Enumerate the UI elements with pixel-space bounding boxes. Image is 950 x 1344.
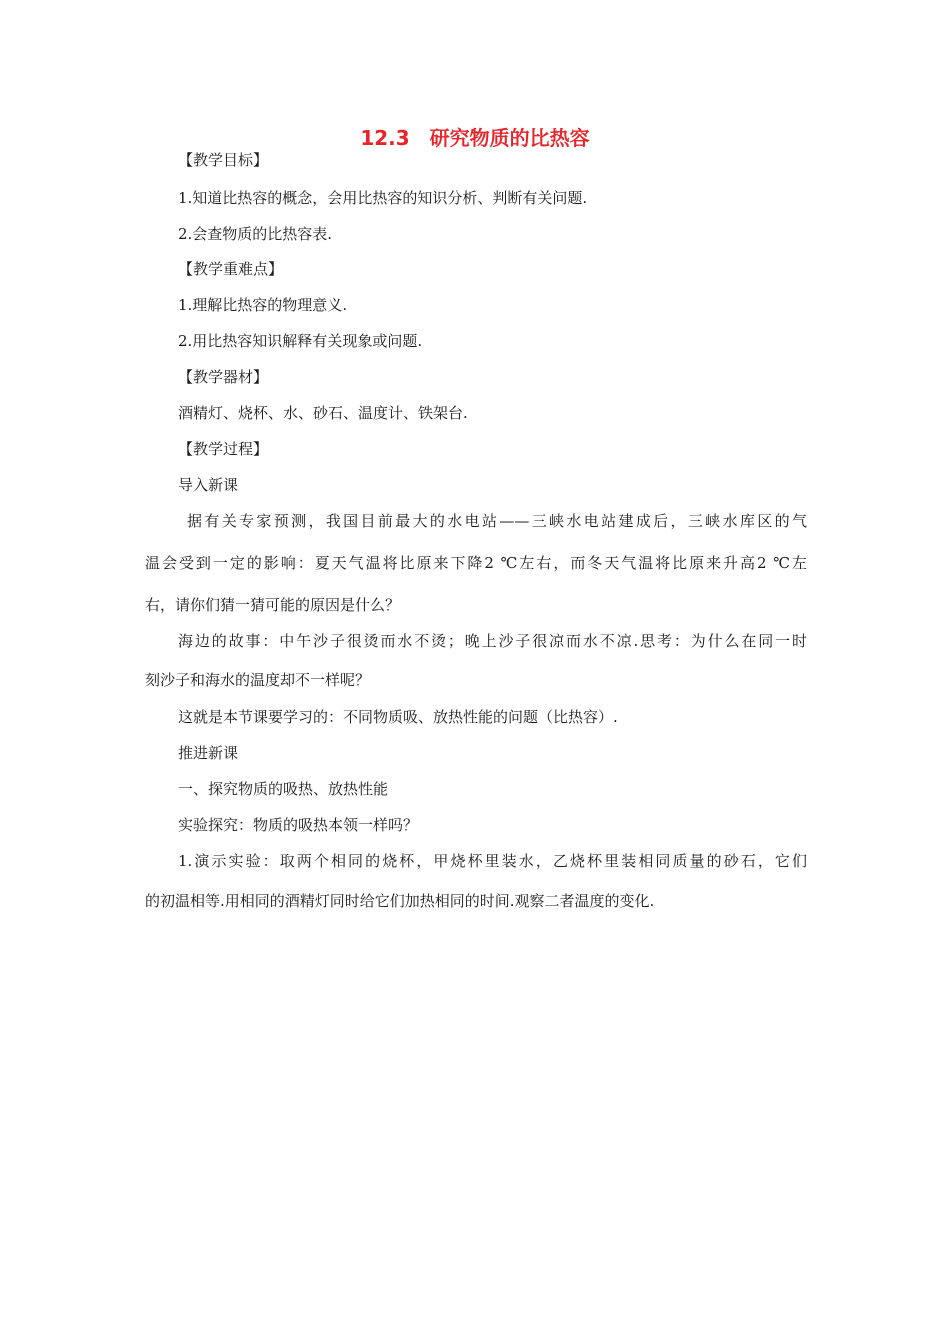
process-heading: 【教学过程】 bbox=[178, 440, 269, 458]
difficulty-2: 2.用比热容知识解释有关现象或问题. bbox=[178, 332, 423, 350]
para1-line2: 温会受到一定的影响：夏天气温将比原来下降2 ℃左右，而冬天气温将比原来升高2 ℃左 bbox=[145, 554, 807, 572]
demo-line2: 的初温相等.用相同的酒精灯同时给它们加热相同的时间.观察二者温度的变化. bbox=[145, 892, 655, 910]
objective-2: 2.会查物质的比热容表. bbox=[178, 225, 333, 243]
para3: 这就是本节课要学习的：不同物质吸、放热性能的问题（比热容）. bbox=[178, 708, 618, 726]
equipment-list: 酒精灯、烧杯、水、砂石、温度计、铁架台. bbox=[178, 404, 468, 422]
para2-line2: 刻沙子和海水的温度却不一样呢？ bbox=[145, 671, 371, 689]
advance-heading: 推进新课 bbox=[178, 744, 239, 762]
intro-heading: 导入新课 bbox=[178, 476, 239, 494]
difficulty-1: 1.理解比热容的物理意义. bbox=[178, 296, 348, 314]
para1-line1: 据有关专家预测，我国目前最大的水电站——三峡水电站建成后，三峡水库区的气 bbox=[187, 512, 807, 530]
para2-line1: 海边的故事：中午沙子很烫而水不烫；晚上沙子很凉而水不凉.思考：为什么在同一时 bbox=[178, 632, 807, 650]
page-title: 12.3 研究物质的比热容 bbox=[360, 126, 590, 150]
objectives-heading: 【教学目标】 bbox=[178, 151, 269, 169]
objective-1: 1.知道比热容的概念，会用比热容的知识分析、判断有关问题. bbox=[178, 189, 588, 207]
section1-heading: 一、探究物质的吸热、放热性能 bbox=[178, 780, 389, 798]
difficulties-heading: 【教学重难点】 bbox=[178, 260, 284, 278]
equipment-heading: 【教学器材】 bbox=[178, 368, 269, 386]
para1-line3: 右，请你们猜一猜可能的原因是什么？ bbox=[145, 596, 401, 614]
demo-line1: 1.演示实验：取两个相同的烧杯，甲烧杯里装水，乙烧杯里装相同质量的砂石，它们 bbox=[178, 852, 807, 870]
experiment-heading: 实验探究：物质的吸热本领一样吗？ bbox=[178, 816, 419, 834]
